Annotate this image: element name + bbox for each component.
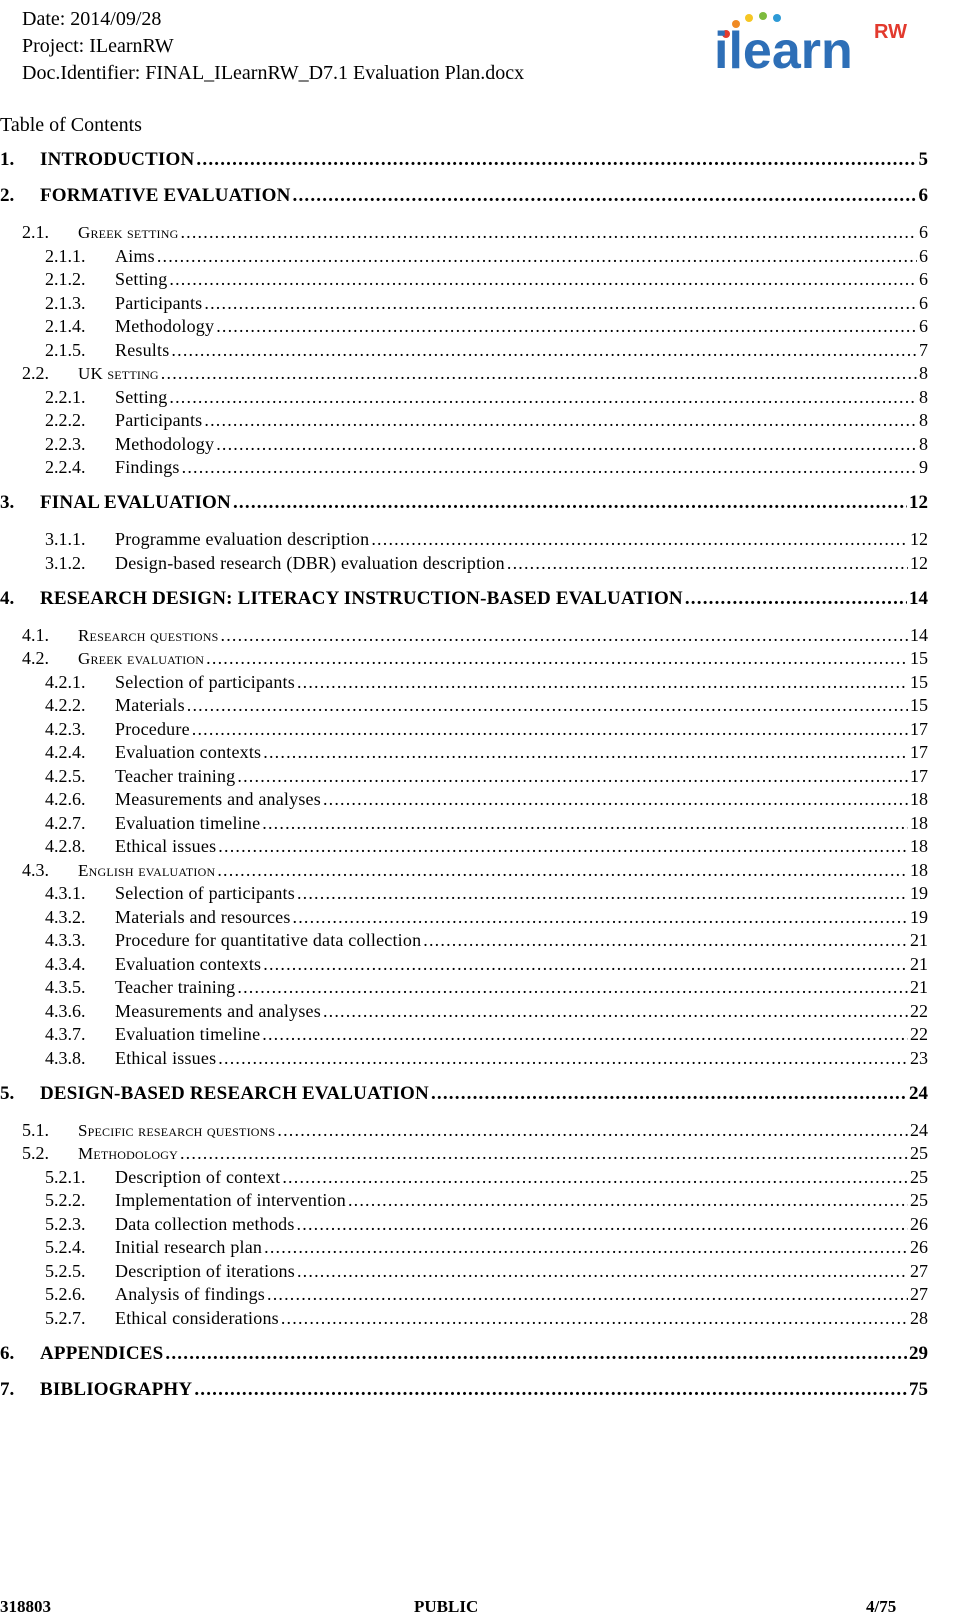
toc-entry-number: 5.2.7. — [45, 1307, 86, 1328]
toc-entry-title: Measurements and analyses — [115, 789, 321, 809]
toc-leader-dots — [267, 1282, 908, 1306]
toc-entry-number: 4.3.5. — [45, 977, 86, 997]
toc-entry-page: 22 — [910, 1000, 928, 1021]
toc-entry-title: Participants — [115, 292, 203, 313]
toc-entry[interactable] — [45, 408, 928, 432]
toc-entry-number: 5.2.5. — [45, 1260, 86, 1281]
toc-leader-dots — [264, 1235, 908, 1259]
toc-entry[interactable] — [45, 385, 928, 409]
toc-entry-page: 24 — [909, 1082, 928, 1104]
toc-entry[interactable] — [45, 338, 928, 362]
toc-leader-dots — [169, 267, 917, 291]
toc-leader-dots — [187, 693, 908, 717]
toc-leader-dots — [194, 1378, 907, 1402]
toc-leader-dots — [233, 491, 907, 515]
toc-entry-title: RESEARCH DESIGN: LITERACY INSTRUCTION-BASED EVALUATION — [40, 587, 683, 609]
toc-entry-number: 2.1.1. — [45, 245, 86, 266]
toc-entry-page: 17 — [910, 742, 928, 762]
toc-entry-title: Materials — [115, 695, 185, 715]
toc-leader-dots — [217, 858, 908, 882]
logo-dot — [759, 12, 767, 20]
toc-leader-dots — [685, 587, 907, 611]
logo-dot — [773, 14, 781, 22]
toc-leader-dots — [281, 1306, 908, 1330]
toc-entry-title: Ethical issues — [115, 1047, 217, 1068]
toc-entry[interactable] — [45, 1022, 928, 1046]
toc-entry-number: 2.1.3. — [45, 292, 86, 313]
toc-leader-dots — [157, 244, 917, 268]
toc-entry-title: Results — [115, 339, 170, 360]
toc-entry[interactable] — [45, 740, 928, 764]
toc-entry-page: 8 — [919, 433, 928, 454]
toc-entry-page: 22 — [910, 1024, 928, 1044]
toc-entry-title: FINAL EVALUATION — [40, 492, 231, 513]
toc-entry-page: 21 — [910, 977, 928, 997]
toc-entry[interactable] — [45, 999, 928, 1023]
toc-entry[interactable] — [22, 1118, 928, 1142]
toc-entry-number: 4.3.7. — [45, 1024, 86, 1044]
toc-leader-dots — [293, 184, 917, 208]
toc-entry-page: 25 — [910, 1166, 928, 1187]
toc-leader-dots — [297, 1212, 908, 1236]
toc-entry-number: 4.2.1. — [45, 671, 86, 692]
toc-entry-number: 4.3.4. — [45, 953, 86, 974]
toc-entry-title: UK setting — [78, 364, 159, 383]
toc-entry-page: 18 — [910, 859, 928, 880]
toc-entry-page: 18 — [910, 789, 928, 809]
toc-entry-title: Description of iterations — [115, 1260, 295, 1281]
toc-entry-title: Procedure — [115, 718, 190, 739]
toc-entry-number: 4.3.3. — [45, 930, 86, 950]
toc-leader-dots — [263, 952, 908, 976]
toc-entry[interactable] — [0, 491, 928, 515]
toc-entry[interactable] — [22, 646, 928, 670]
toc-entry-number: 5. — [0, 1082, 15, 1104]
toc-entry-title: Evaluation contexts — [115, 953, 262, 974]
toc-leader-dots — [216, 432, 917, 456]
toc-entry-title: Greek evaluation — [78, 649, 205, 668]
toc-entry[interactable] — [45, 975, 928, 999]
toc-entry-number: 4.1. — [22, 624, 49, 645]
logo-superscript: RW — [874, 21, 907, 43]
toc-entry-number: 5.2.1. — [45, 1166, 86, 1187]
toc-leader-dots — [182, 455, 917, 479]
toc-entry-page: 18 — [910, 812, 928, 833]
toc-entry-page: 6 — [919, 222, 928, 242]
toc-leader-dots — [348, 1188, 908, 1212]
toc-entry-number: 2.1.4. — [45, 316, 86, 336]
ilearnrw-logo-graphic — [712, 8, 942, 78]
toc-entry[interactable] — [45, 1306, 928, 1330]
toc-leader-dots — [262, 1022, 908, 1046]
toc-entry[interactable] — [22, 858, 928, 882]
toc-entry[interactable] — [0, 1082, 928, 1106]
page-footer — [0, 1596, 960, 1618]
toc-entry-number: 2.2.4. — [45, 457, 86, 477]
toc-leader-dots — [323, 787, 908, 811]
toc-entry-title: Description of context — [115, 1166, 281, 1187]
toc-entry-title: Evaluation timeline — [115, 812, 261, 833]
toc-entry-page: 15 — [910, 671, 928, 692]
toc-leader-dots — [206, 646, 908, 670]
toc-entry[interactable] — [45, 1282, 928, 1306]
toc-entry[interactable] — [45, 1235, 928, 1259]
toc-entry-page: 27 — [910, 1260, 928, 1281]
toc-entry-page: 6 — [919, 292, 928, 313]
toc-entry-number: 4.2. — [22, 648, 49, 668]
toc-entry-number: 5.2.2. — [45, 1190, 86, 1210]
toc-entry-number: 5.2. — [22, 1143, 49, 1163]
toc-entry-page: 8 — [919, 386, 928, 407]
toc-entry[interactable] — [45, 928, 928, 952]
toc-entry-page: 23 — [910, 1047, 928, 1068]
toc-leader-dots — [237, 764, 908, 788]
toc-entry-title: Methodology — [78, 1144, 178, 1163]
toc-entry-number: 4.3.6. — [45, 1000, 86, 1021]
toc-entry-page: 26 — [910, 1237, 928, 1257]
toc-entry-title: Data collection methods — [115, 1213, 295, 1234]
toc-entry-page: 6 — [919, 245, 928, 266]
toc-entry-title: Research questions — [78, 625, 219, 645]
toc-entry-number: 2.2.3. — [45, 433, 86, 454]
header-doc-identifier: Doc.Identifier: FINAL_ILearnRW_D7.1 Evaluation Plan.docx — [22, 62, 525, 84]
toc-entry[interactable] — [22, 623, 928, 647]
toc-entry-title: English evaluation — [78, 860, 216, 880]
toc-entry-page: 6 — [919, 269, 928, 289]
toc-entry[interactable] — [45, 787, 928, 811]
toc-entry[interactable] — [45, 1188, 928, 1212]
toc-leader-dots — [221, 623, 908, 647]
toc-entry-page: 18 — [910, 836, 928, 856]
toc-entry-page: 14 — [910, 624, 928, 645]
toc-leader-dots — [262, 811, 908, 835]
toc-entry[interactable] — [45, 834, 928, 858]
toc-entry[interactable] — [45, 267, 928, 291]
toc-entry-title: FORMATIVE EVALUATION — [40, 185, 291, 206]
toc-entry[interactable] — [45, 952, 928, 976]
toc-entry-page: 75 — [909, 1378, 928, 1400]
toc-entry[interactable] — [45, 432, 928, 456]
toc-leader-dots — [237, 975, 908, 999]
toc-entry-page: 12 — [910, 552, 928, 573]
toc-entry[interactable] — [45, 455, 928, 479]
toc-entry-number: 2.1.5. — [45, 339, 86, 360]
toc-entry[interactable] — [0, 1378, 928, 1402]
header-project: Project: ILearnRW — [22, 35, 174, 57]
toc-entry-page: 12 — [910, 529, 928, 549]
toc-entry-page: 6 — [919, 316, 928, 336]
toc-leader-dots — [204, 291, 917, 315]
toc-leader-dots — [216, 314, 917, 338]
document-header — [22, 6, 524, 87]
toc-entry[interactable] — [45, 905, 928, 929]
toc-entry[interactable] — [45, 1259, 928, 1283]
toc-leader-dots — [204, 408, 917, 432]
toc-entry-page: 15 — [910, 695, 928, 715]
toc-entry-number: 4.2.4. — [45, 742, 86, 762]
toc-entry-page: 17 — [910, 765, 928, 786]
toc-leader-dots — [165, 1342, 907, 1366]
toc-entry-title: Evaluation contexts — [115, 742, 262, 762]
toc-entry[interactable] — [0, 1342, 928, 1366]
toc-entry-page: 14 — [909, 587, 928, 609]
toc-entry-title: Procedure for quantitative data collection — [115, 930, 422, 950]
toc-entry-number: 4.2.5. — [45, 765, 86, 786]
footer-page-number: 4/75 — [866, 1597, 897, 1616]
toc-entry-title: Selection of participants — [115, 883, 295, 903]
toc-leader-dots — [218, 834, 908, 858]
toc-entry-page: 5 — [918, 149, 928, 170]
toc-entry-page: 21 — [910, 953, 928, 974]
toc-leader-dots — [297, 670, 908, 694]
toc-entry[interactable] — [45, 881, 928, 905]
toc-leader-dots — [293, 905, 908, 929]
logo-wordmark: ilearn — [714, 22, 853, 78]
toc-entry-title: Programme evaluation description — [115, 529, 370, 549]
toc-entry-title: Selection of participants — [115, 671, 295, 692]
toc-entry-number: 5.2.3. — [45, 1213, 86, 1234]
toc-entry-number: 4.2.7. — [45, 812, 86, 833]
toc-entry-page: 19 — [910, 906, 928, 927]
toc-entry-title: INTRODUCTION — [40, 149, 195, 170]
toc-entry[interactable] — [45, 764, 928, 788]
toc-entry[interactable] — [45, 717, 928, 741]
toc-entry-page: 17 — [910, 718, 928, 739]
toc-entry-number: 3.1.2. — [45, 552, 86, 573]
toc-entry-title: Setting — [115, 269, 168, 289]
toc-entry[interactable] — [45, 244, 928, 268]
toc-entry-title: Teacher training — [115, 977, 236, 997]
logo-dot — [745, 14, 753, 22]
toc-entry-title: Findings — [115, 457, 180, 477]
toc-leader-dots — [371, 527, 908, 551]
toc-leader-dots — [171, 338, 917, 362]
toc-entry-title: Measurements and analyses — [115, 1000, 321, 1021]
toc-entry-number: 4.2.3. — [45, 718, 86, 739]
toc-entry-title: Setting — [115, 386, 168, 407]
toc-entry-page: 12 — [909, 492, 928, 513]
toc-entry-title: Aims — [115, 245, 155, 266]
toc-entry-title: Ethical considerations — [115, 1307, 279, 1328]
toc-entry[interactable] — [45, 693, 928, 717]
footer-classification: PUBLIC — [414, 1597, 479, 1616]
ilearnrw-logo — [712, 8, 942, 78]
header-date: Date: 2014/09/28 — [22, 8, 162, 30]
toc-entry-title: Ethical issues — [115, 836, 217, 856]
toc-entry-title: APPENDICES — [40, 1342, 164, 1364]
toc-entry-title: DESIGN-BASED RESEARCH EVALUATION — [40, 1082, 429, 1104]
toc-entry-page: 25 — [910, 1143, 928, 1163]
toc-entry-title: Design-based research (DBR) evaluation description — [115, 552, 505, 573]
toc-leader-dots — [192, 717, 908, 741]
toc-entry-number: 4.3.1. — [45, 883, 86, 903]
toc-entry-number: 5.1. — [22, 1119, 49, 1140]
toc-entry-page: 6 — [918, 185, 928, 206]
toc-entry-page: 28 — [910, 1307, 928, 1328]
toc-entry-page: 24 — [910, 1119, 928, 1140]
toc-title: Table of Contents — [0, 114, 142, 136]
toc-leader-dots — [169, 385, 917, 409]
toc-leader-dots — [323, 999, 908, 1023]
toc-entry[interactable] — [45, 527, 928, 551]
toc-entry[interactable] — [45, 291, 928, 315]
toc-entry-title: Evaluation timeline — [115, 1024, 261, 1044]
toc-leader-dots — [282, 1165, 908, 1189]
toc-entry-number: 2.2.1. — [45, 386, 86, 407]
toc-entry[interactable] — [22, 361, 928, 385]
toc-entry-number: 2.1.2. — [45, 269, 86, 289]
toc-entry[interactable] — [0, 184, 928, 208]
toc-entry-page: 25 — [910, 1190, 928, 1210]
toc-entry[interactable] — [45, 551, 928, 575]
toc-entry-page: 15 — [910, 648, 928, 668]
toc-leader-dots — [196, 148, 916, 172]
toc-entry[interactable] — [45, 314, 928, 338]
toc-entry-number: 4.2.6. — [45, 789, 86, 809]
toc-leader-dots — [180, 1141, 908, 1165]
toc-entry-page: 8 — [919, 363, 928, 383]
toc-entry-number: 4.3.8. — [45, 1047, 86, 1068]
toc-leader-dots — [507, 551, 908, 575]
toc-entry-number: 4. — [0, 587, 15, 609]
toc-entry-number: 2.1. — [22, 222, 49, 242]
toc-entry-number: 1. — [0, 149, 15, 170]
toc-entry-number: 6. — [0, 1342, 15, 1364]
toc-entry-number: 2. — [0, 185, 15, 206]
toc-leader-dots — [423, 928, 908, 952]
toc-entry-page: 27 — [910, 1284, 928, 1304]
toc-entry-title: Teacher training — [115, 765, 236, 786]
toc-entry-page: 21 — [910, 930, 928, 950]
toc-entry-number: 3.1.1. — [45, 529, 86, 549]
toc-entry-title: Methodology — [115, 316, 215, 336]
toc-leader-dots — [218, 1046, 908, 1070]
toc-entry-number: 7. — [0, 1378, 15, 1400]
toc-entry-title: BIBLIOGRAPHY — [40, 1378, 193, 1400]
toc-entry-number: 2.2. — [22, 363, 49, 383]
toc-entry[interactable] — [0, 587, 928, 611]
toc-entry[interactable] — [45, 1165, 928, 1189]
toc-entry-title: Analysis of findings — [115, 1284, 265, 1304]
toc-leader-dots — [277, 1118, 908, 1142]
toc-entry-title: Initial research plan — [115, 1237, 263, 1257]
toc-entry-page: 26 — [910, 1213, 928, 1234]
toc-entry-page: 7 — [919, 339, 928, 360]
toc-entry[interactable] — [45, 811, 928, 835]
toc-entry-page: 29 — [909, 1342, 928, 1364]
footer-grant-number: 318803 — [0, 1597, 51, 1616]
toc-leader-dots — [263, 740, 908, 764]
toc-leader-dots — [297, 1259, 908, 1283]
toc-entry-number: 4.3. — [22, 859, 49, 880]
toc-entry-number: 5.2.6. — [45, 1284, 86, 1304]
toc-leader-dots — [297, 881, 908, 905]
toc-entry-page: 8 — [919, 410, 928, 430]
toc-entry-title: Specific research questions — [78, 1120, 276, 1140]
toc-entry[interactable] — [0, 148, 928, 172]
toc-entry[interactable] — [45, 1212, 928, 1236]
toc-entry[interactable] — [45, 670, 928, 694]
toc-entry[interactable] — [22, 220, 928, 244]
toc-entry-title: Methodology — [115, 433, 215, 454]
toc-leader-dots — [431, 1082, 907, 1106]
toc-entry-page: 9 — [919, 457, 928, 477]
toc-entry-number: 2.2.2. — [45, 410, 86, 430]
toc-leader-dots — [161, 361, 917, 385]
toc-entry-number: 4.2.2. — [45, 695, 86, 715]
toc-entry[interactable] — [45, 1046, 928, 1070]
toc-entry-number: 4.2.8. — [45, 836, 86, 856]
toc-leader-dots — [180, 220, 917, 244]
toc-entry-number: 3. — [0, 492, 15, 513]
toc-entry-number: 4.3.2. — [45, 906, 86, 927]
toc-entry-title: Materials and resources — [115, 906, 291, 927]
toc-entry-title: Greek setting — [78, 223, 179, 242]
toc-entry[interactable] — [22, 1141, 928, 1165]
toc-entry-title: Implementation of intervention — [115, 1190, 346, 1210]
toc-entry-title: Participants — [115, 410, 203, 430]
toc-entry-number: 5.2.4. — [45, 1237, 86, 1257]
toc-entry-page: 19 — [910, 883, 928, 903]
